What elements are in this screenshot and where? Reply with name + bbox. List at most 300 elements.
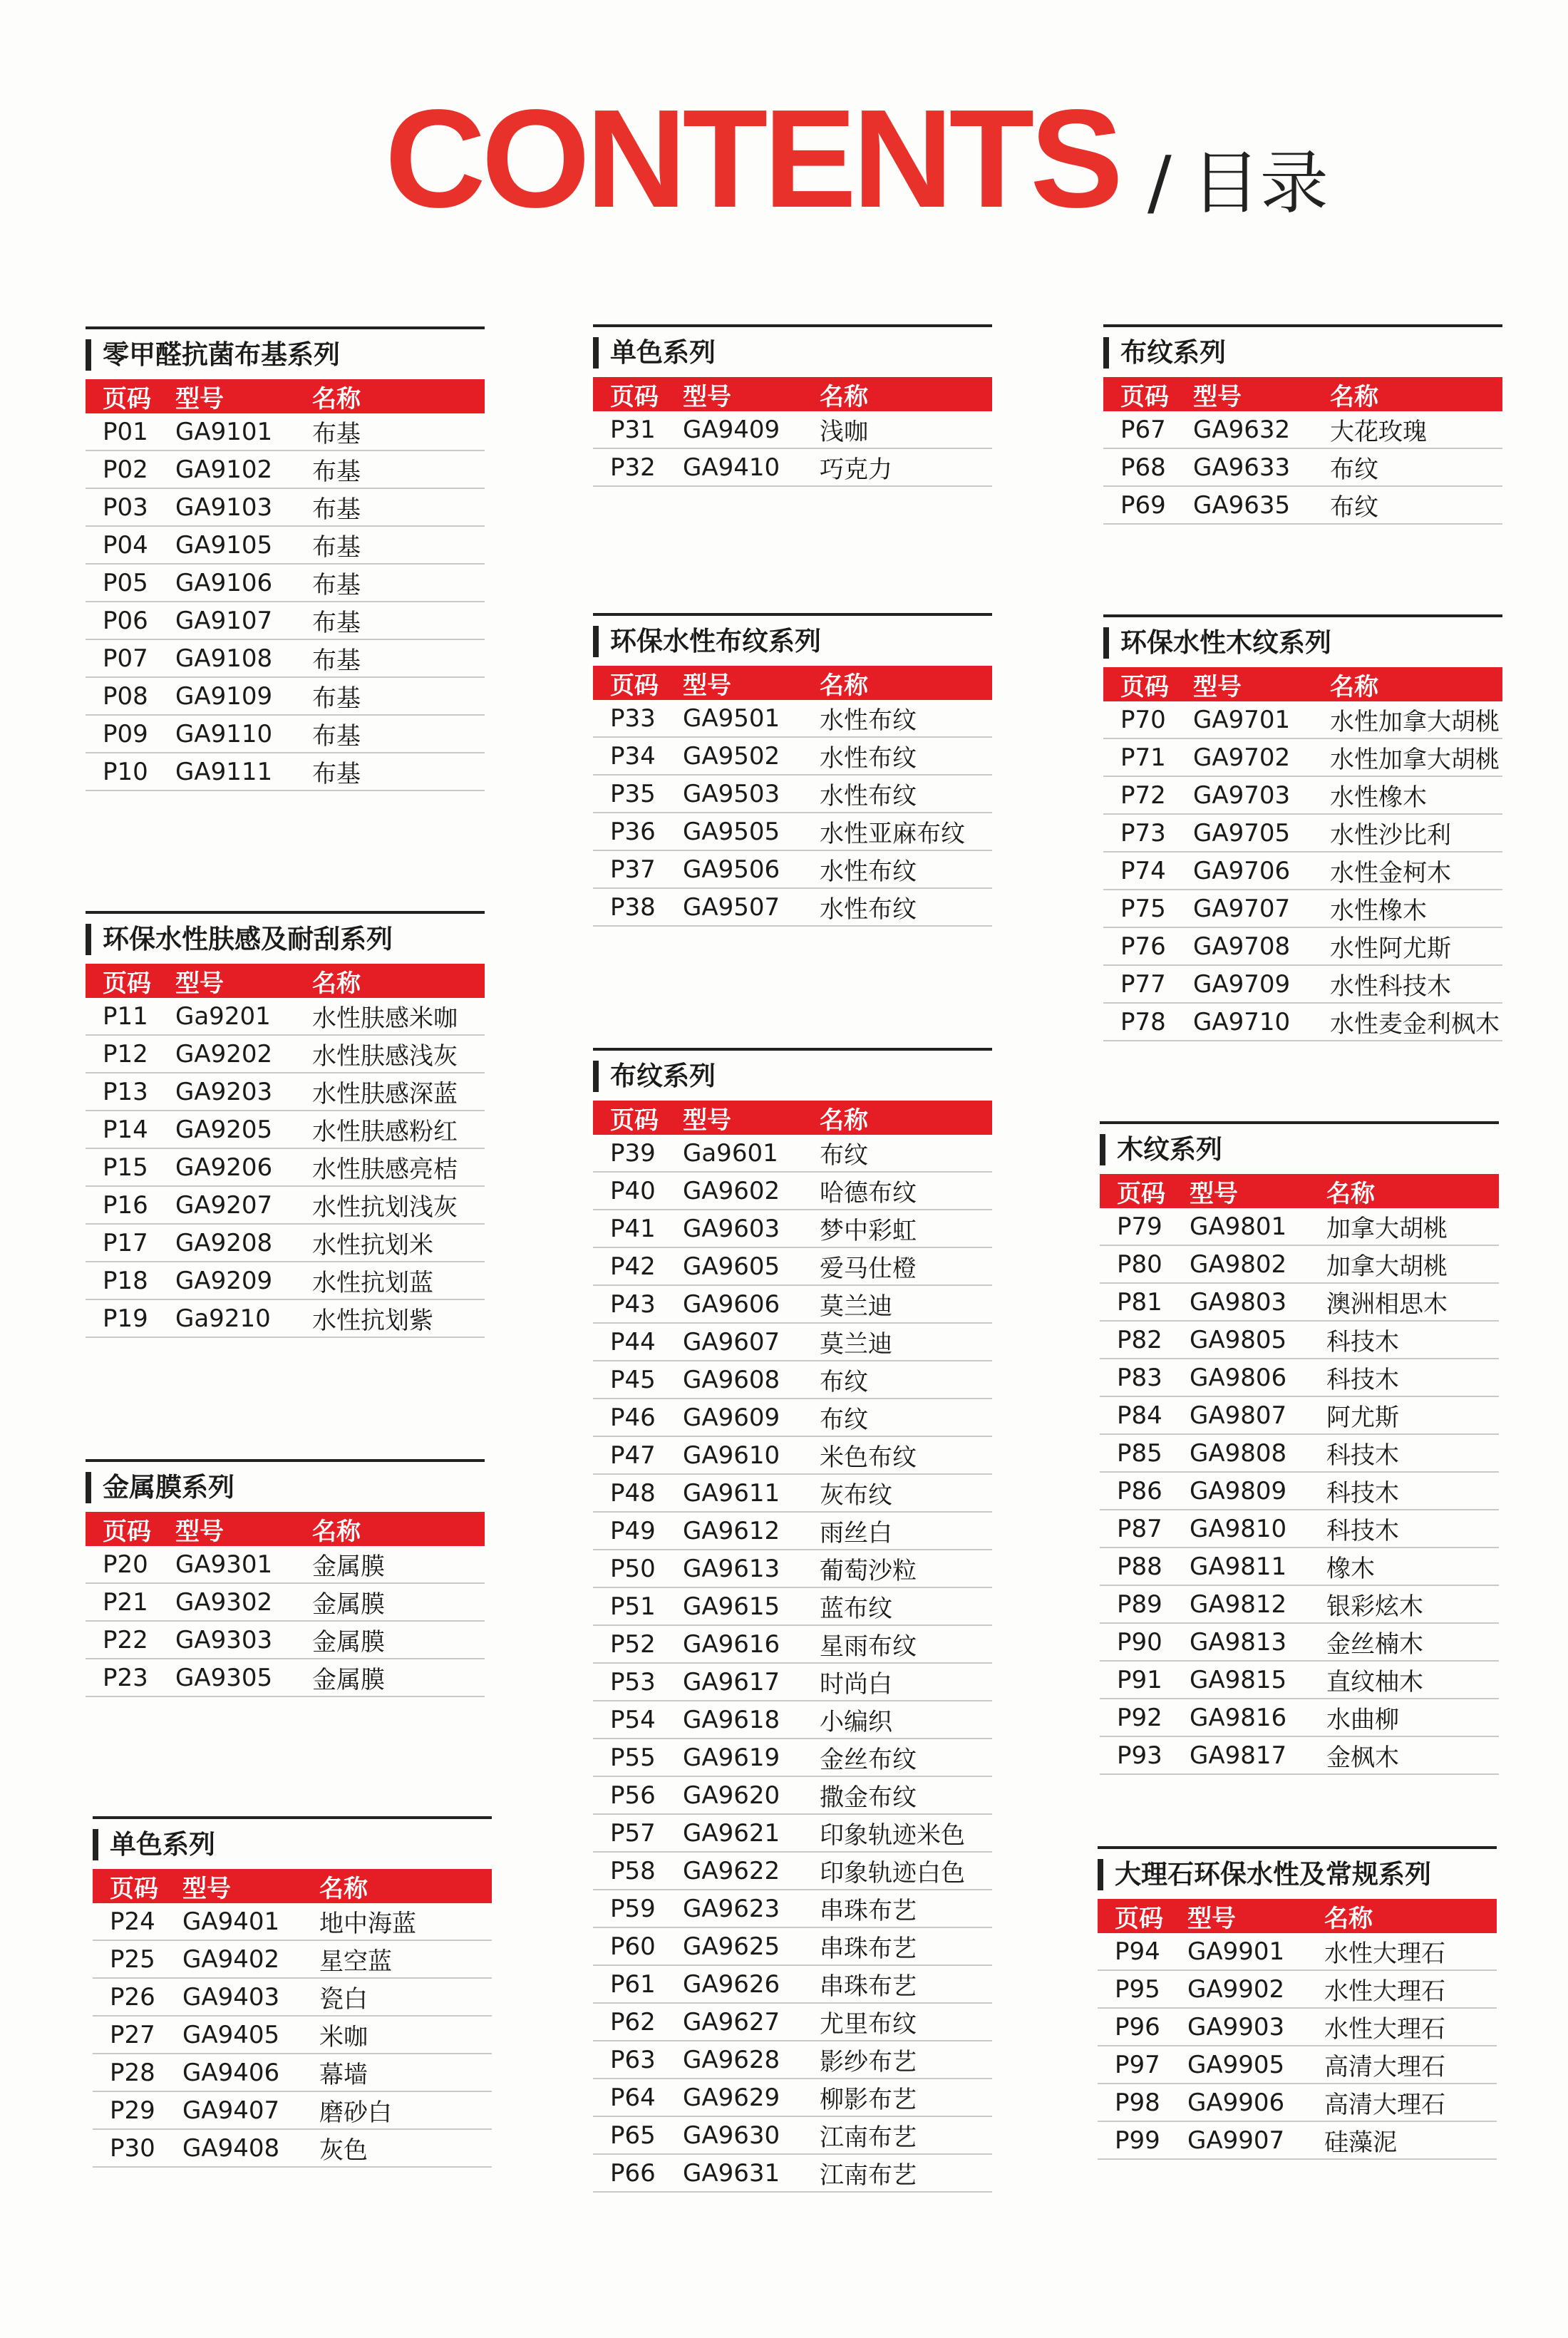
page-number: P26: [110, 1982, 155, 2012]
page-number: P75: [1120, 894, 1166, 923]
product-name: 科技木: [1326, 1517, 1399, 1545]
section-divider: [86, 911, 485, 914]
page-number: P11: [103, 1001, 148, 1031]
product-name: 星雨布纹: [820, 1632, 917, 1661]
product-name: 柳影布艺: [820, 2086, 917, 2114]
table-row: [593, 1550, 992, 1588]
page-number: P19: [103, 1304, 148, 1333]
model-code: GA9701: [1193, 705, 1291, 734]
section-title: 金属膜系列: [86, 1472, 485, 1503]
product-name: 橡木: [1326, 1555, 1375, 1583]
table-row: [1100, 1473, 1499, 1510]
section-divider: [1098, 1846, 1497, 1849]
product-name: 金属膜: [312, 1628, 385, 1657]
section-s4: [93, 1816, 492, 2168]
product-name: 尤里布纹: [820, 2010, 917, 2039]
table-row: [1100, 1246, 1499, 1284]
page-number: P49: [610, 1516, 656, 1545]
page-number: P15: [103, 1153, 148, 1182]
product-name: 水性大理石: [1324, 1940, 1445, 1968]
table-row: [593, 1928, 992, 1966]
product-name: 水性布纹: [820, 858, 917, 886]
product-name: 科技木: [1326, 1366, 1399, 1394]
contents-heading-zh: 目录: [1191, 143, 1329, 223]
section-divider: [1103, 324, 1502, 327]
header-model: 型号: [175, 1517, 224, 1546]
product-name: 金丝布纹: [820, 1746, 917, 1774]
contents-heading: CONTENTS: [385, 81, 1119, 237]
product-name: 水性大理石: [1324, 2015, 1445, 2044]
page-number: P33: [610, 704, 656, 733]
page-number: P81: [1117, 1287, 1162, 1317]
page-number: P37: [610, 855, 656, 884]
model-code: GA9206: [175, 1153, 273, 1182]
table-row: [593, 1437, 992, 1475]
product-name: 瓷白: [319, 1985, 368, 2014]
section-title: 零甲醛抗菌布基系列: [86, 339, 485, 371]
page-number: P98: [1115, 2088, 1160, 2117]
model-code: GA9106: [175, 568, 273, 597]
table-row: [86, 1225, 485, 1262]
product-name: 布基: [312, 684, 361, 713]
product-name: 爱马仕橙: [820, 1255, 917, 1283]
page-number: P96: [1115, 2012, 1160, 2041]
table-row: [86, 1187, 485, 1225]
model-code: GA9815: [1190, 1665, 1287, 1694]
product-name: 时尚白: [820, 1670, 892, 1699]
product-name: 金属膜: [312, 1552, 385, 1581]
table-row: [86, 527, 485, 565]
product-name: 高清大理石: [1324, 2053, 1445, 2081]
table-row: [1100, 1435, 1499, 1473]
model-code: GA9710: [1193, 1007, 1291, 1036]
model-code: GA9628: [683, 2045, 780, 2074]
table-row: [1100, 1624, 1499, 1662]
section-s3: [86, 1459, 485, 1697]
header-page: 页码: [610, 382, 659, 411]
model-code: GA9617: [683, 1667, 780, 1696]
section-s8: [1103, 324, 1502, 525]
model-code: GA9603: [683, 1214, 780, 1243]
page-number: P29: [110, 2096, 155, 2125]
product-name: 金丝楠木: [1326, 1630, 1423, 1659]
table-row: [593, 1966, 992, 2004]
section-s5: [593, 324, 992, 487]
model-code: GA9605: [683, 1252, 780, 1281]
model-code: GA9108: [175, 644, 273, 673]
model-code: GA9503: [683, 779, 780, 808]
model-code: GA9703: [1193, 781, 1291, 810]
header-model: 型号: [1190, 1179, 1238, 1208]
header-model: 型号: [683, 382, 731, 411]
page-number: P78: [1120, 1007, 1166, 1036]
header-page: 页码: [110, 1874, 158, 1903]
page-number: P76: [1120, 932, 1166, 961]
table-row: [86, 451, 485, 489]
product-name: 灰色: [319, 2136, 368, 2165]
page-number: P58: [610, 1856, 656, 1885]
section-s6: [593, 613, 992, 927]
page-number: P67: [1120, 415, 1166, 444]
page-number: P99: [1115, 2126, 1160, 2155]
model-code: GA9623: [683, 1894, 780, 1923]
model-code: GA9807: [1190, 1401, 1287, 1430]
header-model: 型号: [683, 1106, 731, 1135]
product-name: 布基: [312, 609, 361, 637]
table-row: [86, 1111, 485, 1149]
model-code: GA9203: [175, 1077, 273, 1106]
product-name: 串珠布艺: [820, 1935, 917, 1963]
product-name: 水性沙比利: [1330, 821, 1451, 850]
product-name: 印象轨迹白色: [820, 1859, 965, 1888]
product-name: 加拿大胡桃: [1326, 1215, 1448, 1243]
model-code: GA9632: [1193, 415, 1291, 444]
product-name: 水性加拿大胡桃: [1330, 708, 1500, 736]
section-s7: [593, 1048, 992, 2193]
product-name: 布基: [312, 533, 361, 562]
table-row: [593, 1815, 992, 1853]
table-row: [593, 1399, 992, 1437]
section-s10: [1100, 1121, 1499, 1775]
header-page: 页码: [1117, 1179, 1165, 1208]
product-name: 影纱布艺: [820, 2048, 917, 2076]
page-number: P77: [1120, 969, 1166, 999]
section-divider: [593, 613, 992, 616]
model-code: GA9631: [683, 2158, 780, 2188]
model-code: GA9619: [683, 1743, 780, 1772]
product-name: 布纹: [1330, 493, 1378, 522]
product-name: 雨丝白: [820, 1519, 892, 1547]
table-row: [86, 1036, 485, 1073]
table-header: [1098, 1899, 1497, 1933]
table-header: [593, 666, 992, 700]
table-row: [1100, 1586, 1499, 1624]
table-row: [86, 413, 485, 451]
page-number: P02: [103, 455, 148, 484]
page-number: P51: [610, 1592, 656, 1621]
table-row: [593, 1210, 992, 1248]
page-number: P36: [610, 817, 656, 846]
product-name: 水性抗划米: [312, 1231, 433, 1260]
page-number: P65: [610, 2121, 656, 2150]
section-s11: [1098, 1846, 1497, 2160]
table-row: [1100, 1208, 1499, 1246]
table-row: [593, 1324, 992, 1361]
table-row: [593, 813, 992, 851]
page-number: P50: [610, 1554, 656, 1583]
product-name: 梦中彩虹: [820, 1217, 917, 1245]
table-row: [1103, 777, 1502, 815]
page-number: P52: [610, 1629, 656, 1659]
page-number: P28: [110, 2058, 155, 2087]
table-row: [593, 2155, 992, 2193]
page-number: P60: [610, 1932, 656, 1961]
table-row: [593, 2117, 992, 2155]
model-code: GA9622: [683, 1856, 780, 1885]
product-name: 加拿大胡桃: [1326, 1252, 1448, 1281]
page-number: P54: [610, 1705, 656, 1734]
table-row: [86, 640, 485, 678]
product-name: 布纹: [820, 1368, 868, 1396]
section-s2: [86, 911, 485, 1338]
section-divider: [1100, 1121, 1499, 1124]
page-number: P16: [103, 1190, 148, 1220]
header-name: 名称: [1326, 1179, 1375, 1208]
model-code: GA9506: [683, 855, 780, 884]
table-row: [593, 1664, 992, 1701]
page-number: P20: [103, 1550, 148, 1579]
product-name: 水曲柳: [1326, 1706, 1399, 1734]
table-row: [86, 602, 485, 640]
page-number: P82: [1117, 1325, 1162, 1354]
model-code: GA9607: [683, 1327, 780, 1356]
header-model: 型号: [1187, 1904, 1236, 1933]
page-number: P71: [1120, 743, 1166, 772]
model-code: GA9905: [1187, 2050, 1285, 2079]
table-row: [593, 738, 992, 776]
product-name: 莫兰迪: [820, 1330, 892, 1359]
table-row: [593, 1853, 992, 1890]
product-name: 直纹柚木: [1326, 1668, 1423, 1696]
product-name: 高清大理石: [1324, 2091, 1445, 2119]
model-code: GA9706: [1193, 856, 1291, 885]
model-code: GA9602: [683, 1176, 780, 1205]
product-name: 葡萄沙粒: [820, 1557, 917, 1585]
model-code: GA9505: [683, 817, 780, 846]
product-name: 水性加拿大胡桃: [1330, 746, 1500, 774]
page-number: P41: [610, 1214, 656, 1243]
page-number: P27: [110, 2020, 155, 2049]
page-number: P24: [110, 1907, 155, 1936]
table-row: [1103, 1004, 1502, 1041]
table-row: [1100, 1662, 1499, 1699]
page-number: P88: [1117, 1552, 1162, 1581]
product-name: 澳洲相思木: [1326, 1290, 1448, 1319]
product-name: 布基: [312, 571, 361, 599]
page-number: P10: [103, 757, 148, 786]
table-row: [1100, 1322, 1499, 1359]
table-header: [593, 377, 992, 411]
model-code: GA9812: [1190, 1590, 1287, 1619]
product-name: 水性布纹: [820, 782, 917, 810]
model-code: GA9102: [175, 455, 273, 484]
model-code: GA9303: [175, 1625, 273, 1654]
product-name: 金枫木: [1326, 1744, 1399, 1772]
header-name: 名称: [1330, 382, 1378, 411]
product-name: 水性抗划紫: [312, 1307, 433, 1335]
product-name: 磨砂白: [319, 2098, 392, 2127]
model-code: GA9902: [1187, 1974, 1285, 2004]
table-row: [93, 1979, 492, 2017]
model-code: GA9709: [1193, 969, 1291, 999]
product-name: 水性抗划浅灰: [312, 1193, 458, 1222]
product-name: 布基: [312, 420, 361, 448]
page-number: P39: [610, 1138, 656, 1168]
model-code: GA9109: [175, 681, 273, 711]
product-name: 科技木: [1326, 1441, 1399, 1470]
table-row: [1100, 1397, 1499, 1435]
product-name: 水性阿尤斯: [1330, 934, 1451, 963]
product-name: 串珠布艺: [820, 1972, 917, 2001]
page-number: P43: [610, 1289, 656, 1319]
table-row: [1098, 1971, 1497, 2009]
page-number: P92: [1117, 1703, 1162, 1732]
table-row: [593, 889, 992, 927]
model-code: GA9207: [175, 1190, 273, 1220]
model-code: GA9105: [175, 530, 273, 560]
table-row: [1103, 966, 1502, 1004]
table-row: [593, 1475, 992, 1513]
model-code: GA9708: [1193, 932, 1291, 961]
model-code: GA9813: [1190, 1627, 1287, 1657]
page-number: P35: [610, 779, 656, 808]
page-number: P61: [610, 1969, 656, 1999]
table-row: [86, 998, 485, 1036]
header-page: 页码: [1120, 672, 1169, 701]
product-name: 印象轨迹米色: [820, 1821, 965, 1850]
model-code: GA9612: [683, 1516, 780, 1545]
table-row: [593, 1286, 992, 1324]
model-code: GA9202: [175, 1039, 273, 1068]
page-number: P68: [1120, 453, 1166, 482]
product-name: 大花玫瑰: [1330, 418, 1427, 446]
table-row: [593, 411, 992, 449]
model-code: GA9901: [1187, 1937, 1285, 1966]
page-number: P44: [610, 1327, 656, 1356]
model-code: GA9305: [175, 1663, 273, 1692]
product-name: 水性橡木: [1330, 897, 1427, 925]
page-number: P83: [1117, 1363, 1162, 1392]
table-row: [593, 851, 992, 889]
header-page: 页码: [103, 384, 151, 413]
page-number: P66: [610, 2158, 656, 2188]
table-row: [1098, 2084, 1497, 2122]
product-name: 江南布艺: [820, 2161, 917, 2190]
header-model: 型号: [683, 671, 731, 700]
model-code: GA9707: [1193, 894, 1291, 923]
model-code: GA9209: [175, 1266, 273, 1295]
table-row: [593, 1588, 992, 1626]
table-row: [1103, 411, 1502, 449]
table-row: [593, 449, 992, 487]
model-code: GA9620: [683, 1781, 780, 1810]
model-code: GA9702: [1193, 743, 1291, 772]
header-name: 名称: [312, 384, 361, 413]
page-number: P85: [1117, 1438, 1162, 1468]
page-number: P74: [1120, 856, 1166, 885]
product-name: 科技木: [1326, 1479, 1399, 1508]
table-row: [593, 1739, 992, 1777]
section-title: 环保水性布纹系列: [593, 626, 992, 657]
section-s1: [86, 326, 485, 791]
model-code: GA9705: [1193, 818, 1291, 848]
model-code: GA9410: [683, 453, 780, 482]
page-number: P40: [610, 1176, 656, 1205]
model-code: GA9610: [683, 1441, 780, 1470]
table-row: [1103, 701, 1502, 739]
model-code: GA9621: [683, 1818, 780, 1848]
product-name: 布基: [312, 722, 361, 751]
page-number: P25: [110, 1945, 155, 1974]
model-code: GA9627: [683, 2007, 780, 2036]
section-title: 大理石环保水性及常规系列: [1098, 1859, 1497, 1890]
product-name: 水性大理石: [1324, 1977, 1445, 2006]
model-code: GA9302: [175, 1587, 273, 1617]
page-number: P72: [1120, 781, 1166, 810]
table-row: [1100, 1510, 1499, 1548]
table-row: [1100, 1737, 1499, 1775]
page-number: P05: [103, 568, 148, 597]
model-code: Ga9210: [175, 1304, 271, 1333]
table-row: [86, 1622, 485, 1659]
table-row: [1100, 1548, 1499, 1586]
product-name: 巧克力: [820, 455, 892, 484]
table-header: [86, 964, 485, 998]
table-row: [1098, 2009, 1497, 2046]
model-code: GA9507: [683, 892, 780, 922]
model-code: GA9405: [182, 2020, 280, 2049]
table-row: [1100, 1359, 1499, 1397]
header-page: 页码: [103, 1517, 151, 1546]
page-number: P09: [103, 719, 148, 748]
product-name: 阿尤斯: [1326, 1404, 1399, 1432]
model-code: GA9402: [182, 1945, 280, 1974]
product-name: 江南布艺: [820, 2123, 917, 2152]
product-name: 水性亚麻布纹: [820, 820, 965, 848]
page-number: P73: [1120, 818, 1166, 848]
product-name: 科技木: [1326, 1328, 1399, 1356]
table-row: [1098, 2046, 1497, 2084]
product-name: 串珠布艺: [820, 1897, 917, 1925]
page-number: P62: [610, 2007, 656, 2036]
model-code: GA9801: [1190, 1212, 1287, 1241]
model-code: GA9615: [683, 1592, 780, 1621]
section-title: 单色系列: [93, 1829, 492, 1860]
model-code: GA9633: [1193, 453, 1291, 482]
page-number: P17: [103, 1228, 148, 1257]
product-name: 水性麦金利枫木: [1330, 1010, 1500, 1039]
section-title: 单色系列: [593, 337, 992, 369]
page-number: P63: [610, 2045, 656, 2074]
model-code: GA9803: [1190, 1287, 1287, 1317]
page-number: P87: [1117, 1514, 1162, 1543]
table-row: [86, 1262, 485, 1300]
model-code: GA9626: [683, 1969, 780, 1999]
table-row: [1103, 449, 1502, 487]
model-code: GA9625: [683, 1932, 780, 1961]
product-name: 水性金柯木: [1330, 859, 1451, 887]
table-row: [86, 678, 485, 716]
model-code: GA9630: [683, 2121, 780, 2150]
header-name: 名称: [319, 1874, 368, 1903]
table-row: [593, 1701, 992, 1739]
product-name: 水性肤感粉红: [312, 1118, 458, 1146]
page-title: [385, 81, 1329, 237]
table-row: [86, 753, 485, 791]
product-name: 布基: [312, 458, 361, 486]
header-model: 型号: [175, 969, 224, 998]
section-title: 环保水性肤感及耐刮系列: [86, 924, 485, 955]
page-number: P46: [610, 1403, 656, 1432]
product-name: 小编织: [820, 1708, 892, 1736]
product-name: 幕墙: [319, 2061, 368, 2089]
table-header: [593, 1101, 992, 1135]
product-name: 地中海蓝: [319, 1910, 416, 1938]
model-code: GA9805: [1190, 1325, 1287, 1354]
product-name: 水性布纹: [820, 706, 917, 735]
table-row: [593, 2004, 992, 2041]
page-number: P69: [1120, 490, 1166, 520]
